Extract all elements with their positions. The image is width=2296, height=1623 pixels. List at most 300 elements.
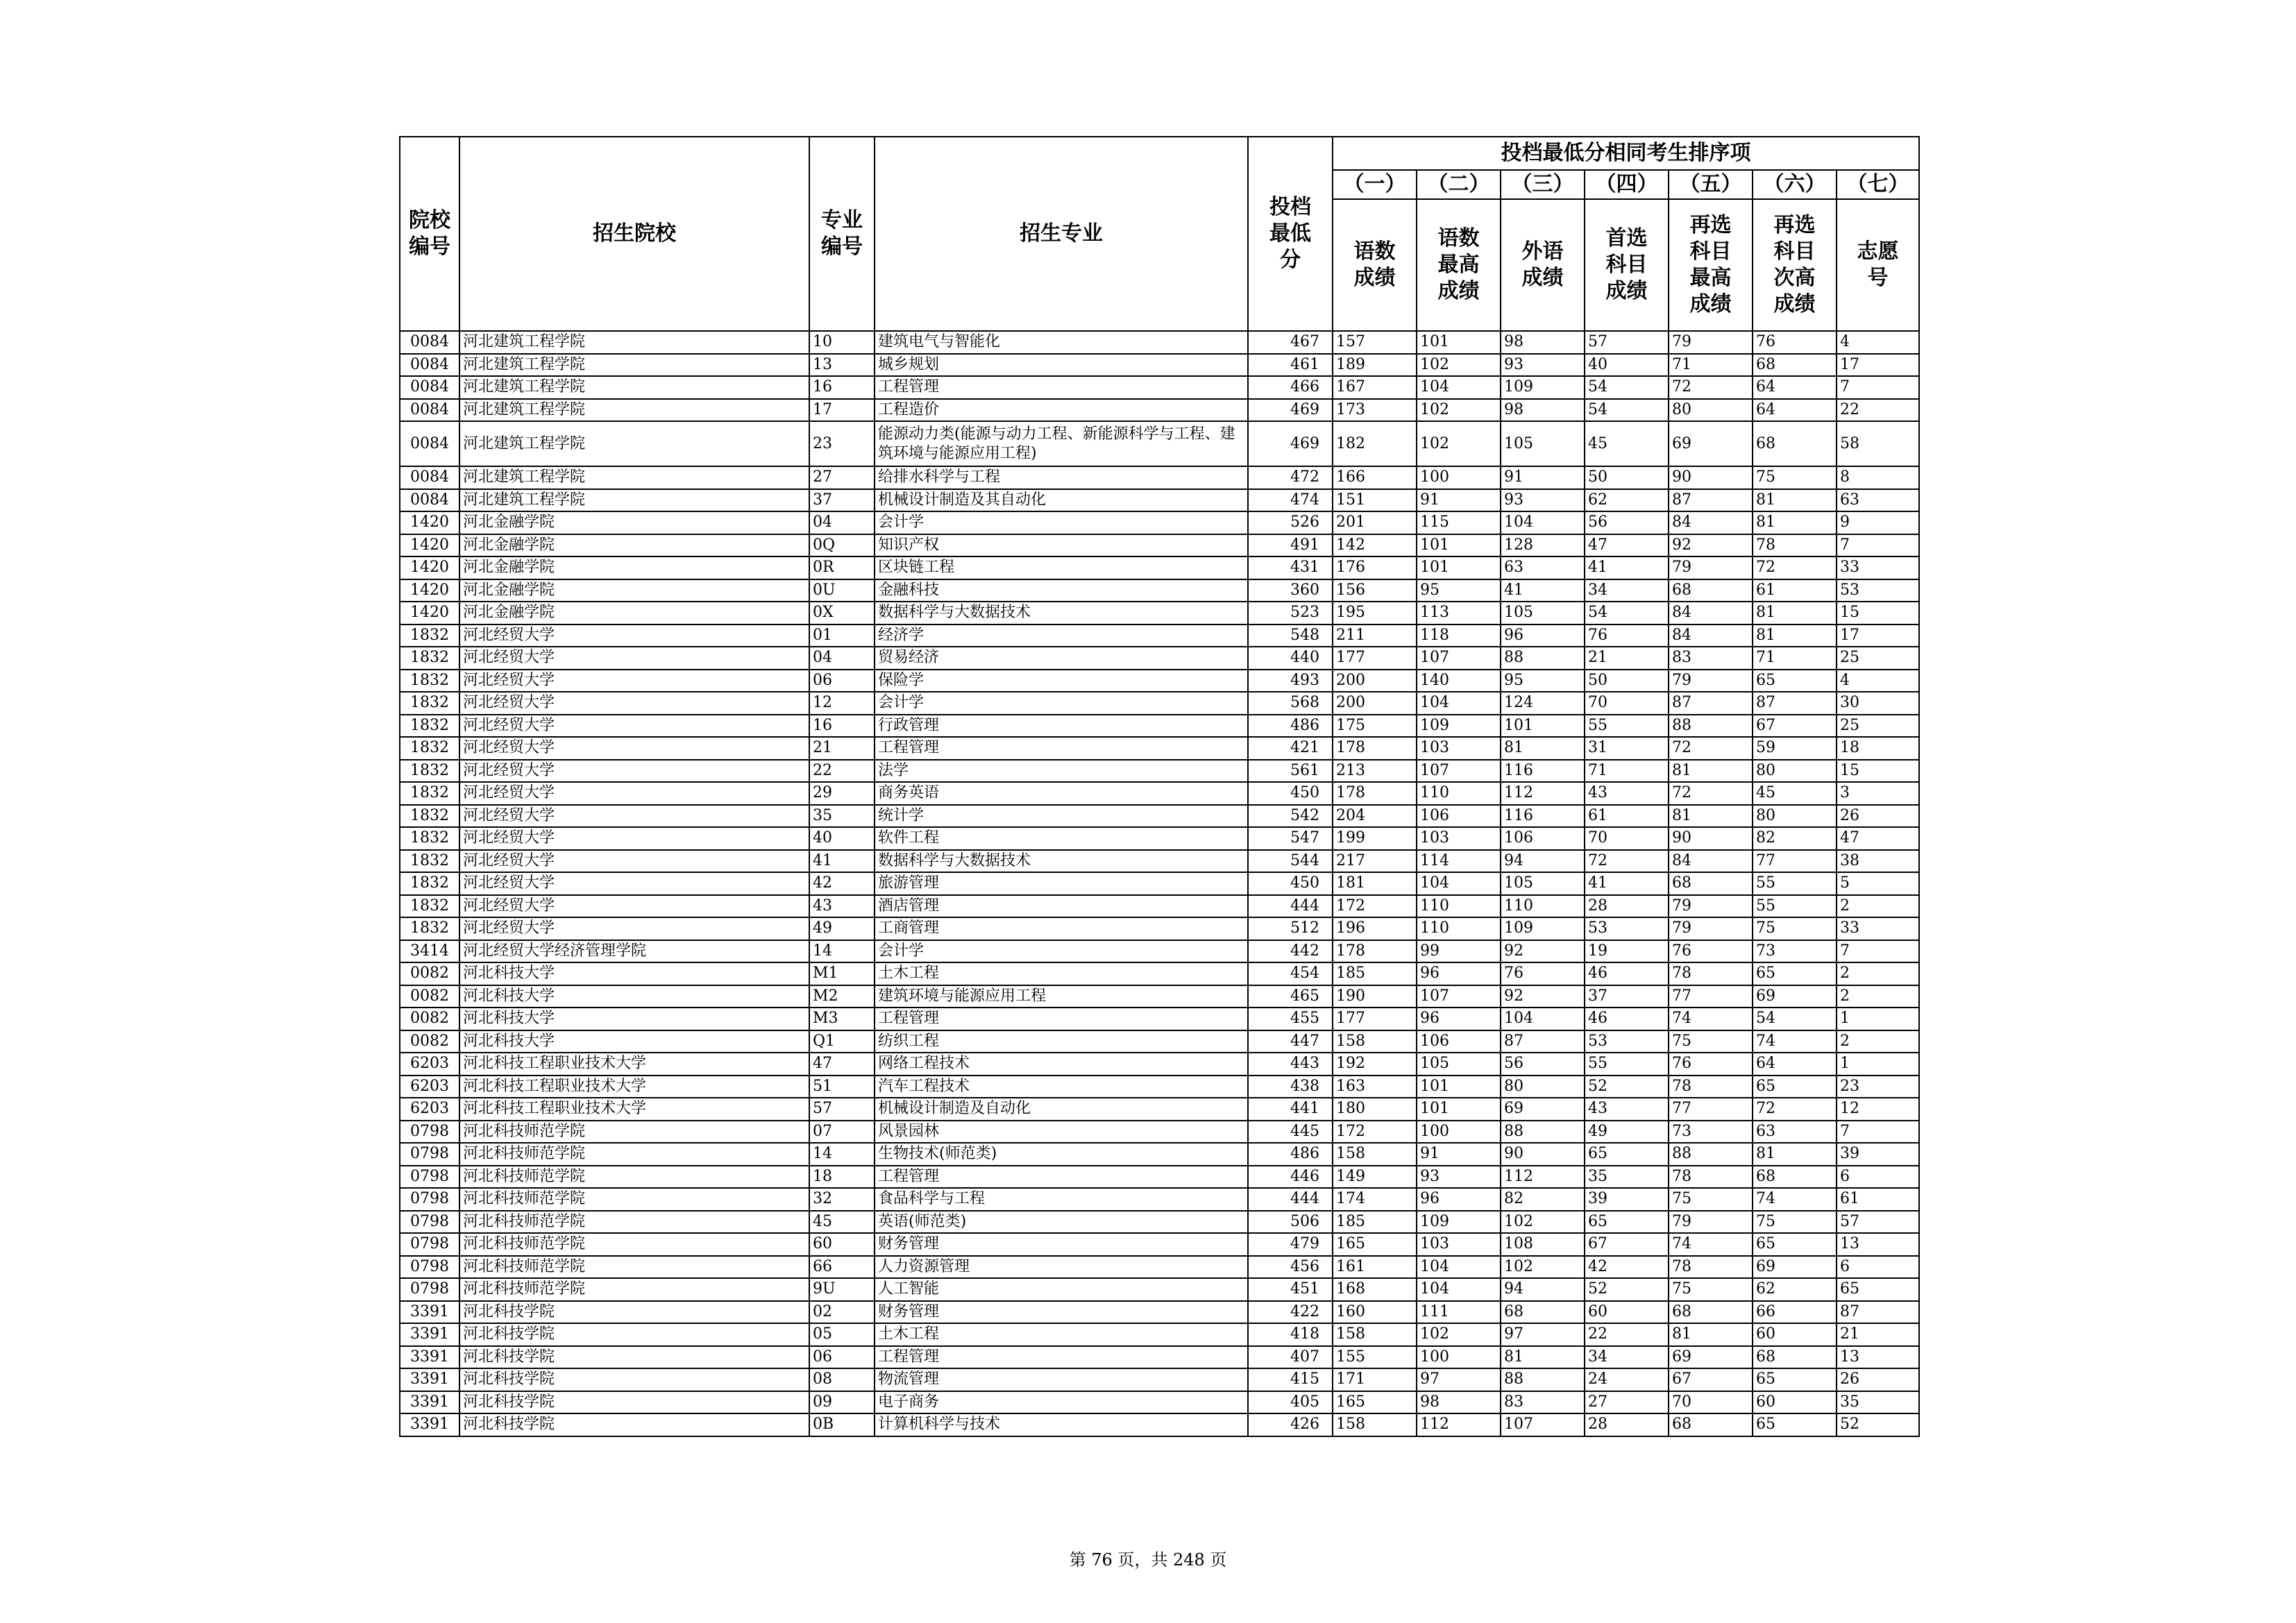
table-cell: 4 bbox=[1837, 331, 1919, 354]
table-cell: 0R bbox=[809, 556, 875, 579]
table-cell: 56 bbox=[1585, 511, 1669, 534]
table-row bbox=[400, 782, 1919, 805]
table-cell: 200 bbox=[1333, 670, 1417, 692]
table-cell: 102 bbox=[1417, 354, 1501, 377]
table-cell: 34 bbox=[1585, 579, 1669, 602]
table-cell: 199 bbox=[1333, 827, 1417, 850]
table-cell: 3414 bbox=[400, 940, 459, 963]
table-cell: 438 bbox=[1248, 1076, 1333, 1098]
table-cell: 63 bbox=[1753, 1121, 1837, 1144]
table-cell: 工程管理 bbox=[875, 1346, 1248, 1369]
table-cell: 177 bbox=[1333, 1008, 1417, 1030]
table-cell: 149 bbox=[1333, 1166, 1417, 1189]
table-cell: 53 bbox=[1837, 579, 1919, 602]
header-sort-label: 外语成绩 bbox=[1501, 199, 1585, 331]
table-cell: 479 bbox=[1248, 1233, 1333, 1256]
table-cell: 机械设计制造及其自动化 bbox=[875, 489, 1248, 512]
table-cell: 13 bbox=[809, 354, 875, 377]
table-cell: 189 bbox=[1333, 354, 1417, 377]
table-cell: 69 bbox=[1669, 1346, 1753, 1369]
table-cell: 102 bbox=[1501, 1211, 1585, 1234]
header-sort-label: 志愿号 bbox=[1837, 199, 1919, 331]
table-cell: 25 bbox=[1837, 715, 1919, 738]
table-cell: 77 bbox=[1669, 1098, 1753, 1121]
table-cell: 112 bbox=[1417, 1413, 1501, 1436]
table-cell: 105 bbox=[1501, 872, 1585, 895]
table-cell: 25 bbox=[1837, 647, 1919, 670]
table-cell: 98 bbox=[1501, 399, 1585, 422]
table-cell: 建筑电气与智能化 bbox=[875, 331, 1248, 354]
table-body bbox=[400, 331, 1919, 1436]
table-cell: 河北金融学院 bbox=[459, 579, 809, 602]
table-cell: 3391 bbox=[400, 1391, 459, 1414]
table-row bbox=[400, 511, 1919, 534]
table-cell: 0Q bbox=[809, 534, 875, 557]
table-cell: 81 bbox=[1753, 511, 1837, 534]
table-cell: 会计学 bbox=[875, 940, 1248, 963]
table-cell: 63 bbox=[1501, 556, 1585, 579]
header-sort-num: （六） bbox=[1753, 170, 1837, 199]
table-cell: 65 bbox=[1837, 1278, 1919, 1301]
table-cell: 工商管理 bbox=[875, 917, 1248, 940]
table-cell: 1832 bbox=[400, 827, 459, 850]
table-cell: 河北科技师范学院 bbox=[459, 1256, 809, 1279]
table-cell: 17 bbox=[1837, 624, 1919, 647]
table-row bbox=[400, 827, 1919, 850]
table-cell: 22 bbox=[1837, 399, 1919, 422]
table-cell: 461 bbox=[1248, 354, 1333, 377]
table-cell: 65 bbox=[1753, 670, 1837, 692]
table-cell: 食品科学与工程 bbox=[875, 1188, 1248, 1211]
table-cell: 1832 bbox=[400, 624, 459, 647]
table-cell: 81 bbox=[1753, 624, 1837, 647]
table-cell: 81 bbox=[1669, 805, 1753, 828]
table-cell: 1832 bbox=[400, 917, 459, 940]
table-cell: 442 bbox=[1248, 940, 1333, 963]
table-cell: 78 bbox=[1669, 1256, 1753, 1279]
table-cell: 407 bbox=[1248, 1346, 1333, 1369]
table-cell: 河北经贸大学经济管理学院 bbox=[459, 940, 809, 963]
table-cell: 0084 bbox=[400, 421, 459, 466]
table-cell: 73 bbox=[1753, 940, 1837, 963]
table-cell: 工程管理 bbox=[875, 1008, 1248, 1030]
table-cell: 80 bbox=[1753, 805, 1837, 828]
table-cell: 1420 bbox=[400, 534, 459, 557]
header-min-score: 投档最低分 bbox=[1248, 137, 1333, 331]
table-cell: 18 bbox=[1837, 737, 1919, 760]
table-row bbox=[400, 1076, 1919, 1098]
table-cell: 62 bbox=[1585, 489, 1669, 512]
table-cell: 185 bbox=[1333, 962, 1417, 985]
table-cell: 城乡规划 bbox=[875, 354, 1248, 377]
table-cell: 河北科技师范学院 bbox=[459, 1143, 809, 1166]
table-cell: 178 bbox=[1333, 940, 1417, 963]
table-cell: 河北经贸大学 bbox=[459, 805, 809, 828]
table-cell: 105 bbox=[1501, 602, 1585, 624]
table-cell: 50 bbox=[1585, 466, 1669, 489]
table-row bbox=[400, 760, 1919, 783]
table-cell: 112 bbox=[1501, 782, 1585, 805]
table-cell: 79 bbox=[1669, 1211, 1753, 1234]
table-cell: 70 bbox=[1585, 827, 1669, 850]
table-cell: 河北建筑工程学院 bbox=[459, 376, 809, 399]
table-cell: 111 bbox=[1417, 1301, 1501, 1324]
table-cell: 118 bbox=[1417, 624, 1501, 647]
table-cell: 2 bbox=[1837, 962, 1919, 985]
table-cell: 469 bbox=[1248, 399, 1333, 422]
table-cell: 93 bbox=[1501, 354, 1585, 377]
table-cell: 103 bbox=[1417, 827, 1501, 850]
table-cell: 0084 bbox=[400, 376, 459, 399]
table-cell: 人工智能 bbox=[875, 1278, 1248, 1301]
table-cell: 174 bbox=[1333, 1188, 1417, 1211]
table-cell: 知识产权 bbox=[875, 534, 1248, 557]
table-cell: 河北科技学院 bbox=[459, 1413, 809, 1436]
table-cell: 57 bbox=[1585, 331, 1669, 354]
table-cell: 数据科学与大数据技术 bbox=[875, 850, 1248, 873]
table-cell: 66 bbox=[809, 1256, 875, 1279]
table-cell: 河北科技工程职业技术大学 bbox=[459, 1076, 809, 1098]
table-cell: 474 bbox=[1248, 489, 1333, 512]
table-row bbox=[400, 962, 1919, 985]
table-cell: 81 bbox=[1669, 760, 1753, 783]
table-cell: 190 bbox=[1333, 985, 1417, 1008]
table-cell: 104 bbox=[1501, 1008, 1585, 1030]
table-cell: 110 bbox=[1417, 917, 1501, 940]
table-cell: 21 bbox=[809, 737, 875, 760]
table-cell: 30 bbox=[1837, 692, 1919, 715]
table-cell: 河北经贸大学 bbox=[459, 624, 809, 647]
table-cell: 工程管理 bbox=[875, 737, 1248, 760]
table-cell: 81 bbox=[1501, 1346, 1585, 1369]
table-cell: 158 bbox=[1333, 1323, 1417, 1346]
table-cell: 71 bbox=[1585, 760, 1669, 783]
table-cell: 73 bbox=[1669, 1121, 1753, 1144]
table-cell: 67 bbox=[1753, 715, 1837, 738]
table-cell: 172 bbox=[1333, 895, 1417, 918]
table-cell: 486 bbox=[1248, 1143, 1333, 1166]
table-row bbox=[400, 466, 1919, 489]
table-cell: 176 bbox=[1333, 556, 1417, 579]
table-cell: 河北建筑工程学院 bbox=[459, 399, 809, 422]
table-cell: 3391 bbox=[400, 1368, 459, 1391]
table-cell: 472 bbox=[1248, 466, 1333, 489]
table-cell: 07 bbox=[809, 1121, 875, 1144]
table-cell: 94 bbox=[1501, 850, 1585, 873]
table-cell: 河北科技工程职业技术大学 bbox=[459, 1098, 809, 1121]
table-cell: 45 bbox=[1585, 421, 1669, 466]
table-cell: 101 bbox=[1417, 1076, 1501, 1098]
table-cell: 158 bbox=[1333, 1413, 1417, 1436]
table-cell: 土木工程 bbox=[875, 1323, 1248, 1346]
table-cell: 155 bbox=[1333, 1346, 1417, 1369]
table-cell: 67 bbox=[1669, 1368, 1753, 1391]
table-cell: 185 bbox=[1333, 1211, 1417, 1234]
header-major: 招生专业 bbox=[875, 137, 1248, 331]
table-cell: 84 bbox=[1669, 602, 1753, 624]
table-cell: 河北科技学院 bbox=[459, 1323, 809, 1346]
table-cell: 456 bbox=[1248, 1256, 1333, 1279]
table-cell: 54 bbox=[1753, 1008, 1837, 1030]
table-cell: 109 bbox=[1417, 715, 1501, 738]
table-cell: 200 bbox=[1333, 692, 1417, 715]
table-cell: 4 bbox=[1837, 670, 1919, 692]
table-cell: 6203 bbox=[400, 1098, 459, 1121]
table-cell: 175 bbox=[1333, 715, 1417, 738]
table-cell: 河北经贸大学 bbox=[459, 782, 809, 805]
table-cell: 90 bbox=[1669, 827, 1753, 850]
table-cell: 72 bbox=[1669, 376, 1753, 399]
table-cell: 104 bbox=[1417, 872, 1501, 895]
table-cell: 93 bbox=[1501, 489, 1585, 512]
table-cell: 60 bbox=[1753, 1323, 1837, 1346]
table-row bbox=[400, 1166, 1919, 1189]
table-cell: 人力资源管理 bbox=[875, 1256, 1248, 1279]
table-cell: 49 bbox=[1585, 1121, 1669, 1144]
table-cell: 05 bbox=[809, 1323, 875, 1346]
table-cell: 107 bbox=[1417, 647, 1501, 670]
table-cell: 109 bbox=[1501, 917, 1585, 940]
table-cell: 0082 bbox=[400, 962, 459, 985]
table-cell: 41 bbox=[1585, 556, 1669, 579]
table-cell: 78 bbox=[1669, 1076, 1753, 1098]
table-cell: 491 bbox=[1248, 534, 1333, 557]
table-cell: 104 bbox=[1417, 1278, 1501, 1301]
table-cell: 24 bbox=[1585, 1368, 1669, 1391]
table-cell: 56 bbox=[1501, 1053, 1585, 1076]
table-cell: 69 bbox=[1753, 985, 1837, 1008]
table-cell: 35 bbox=[1585, 1166, 1669, 1189]
table-cell: 104 bbox=[1417, 1256, 1501, 1279]
table-cell: 72 bbox=[1585, 850, 1669, 873]
table-cell: 72 bbox=[1753, 556, 1837, 579]
table-cell: 68 bbox=[1753, 1166, 1837, 1189]
table-cell: 113 bbox=[1417, 602, 1501, 624]
table-cell: 0798 bbox=[400, 1143, 459, 1166]
table-cell: 17 bbox=[809, 399, 875, 422]
table-cell: 75 bbox=[1669, 1278, 1753, 1301]
table-row bbox=[400, 602, 1919, 624]
table-cell: 55 bbox=[1753, 872, 1837, 895]
table-row bbox=[400, 1368, 1919, 1391]
table-cell: 68 bbox=[1669, 1413, 1753, 1436]
table-cell: 76 bbox=[1501, 962, 1585, 985]
table-cell: 2 bbox=[1837, 1030, 1919, 1053]
table-cell: 161 bbox=[1333, 1256, 1417, 1279]
table-cell: 440 bbox=[1248, 647, 1333, 670]
table-cell: 446 bbox=[1248, 1166, 1333, 1189]
table-row bbox=[400, 715, 1919, 738]
table-cell: 河北科技学院 bbox=[459, 1301, 809, 1324]
table-cell: 74 bbox=[1669, 1008, 1753, 1030]
table-cell: 0082 bbox=[400, 1030, 459, 1053]
table-cell: 110 bbox=[1417, 782, 1501, 805]
table-cell: 河北科技大学 bbox=[459, 962, 809, 985]
table-cell: 河北金融学院 bbox=[459, 534, 809, 557]
table-cell: 467 bbox=[1248, 331, 1333, 354]
table-cell: 65 bbox=[1753, 962, 1837, 985]
table-cell: 107 bbox=[1417, 760, 1501, 783]
table-cell: 75 bbox=[1669, 1030, 1753, 1053]
table-cell: 82 bbox=[1501, 1188, 1585, 1211]
table-cell: 61 bbox=[1837, 1188, 1919, 1211]
table-cell: 455 bbox=[1248, 1008, 1333, 1030]
table-row bbox=[400, 872, 1919, 895]
table-cell: 97 bbox=[1501, 1323, 1585, 1346]
table-row bbox=[400, 895, 1919, 918]
table-cell: 166 bbox=[1333, 466, 1417, 489]
table-cell: 风景园林 bbox=[875, 1121, 1248, 1144]
table-cell: 173 bbox=[1333, 399, 1417, 422]
table-cell: 酒店管理 bbox=[875, 895, 1248, 918]
table-row bbox=[400, 489, 1919, 512]
table-cell: 109 bbox=[1501, 376, 1585, 399]
table-cell: 70 bbox=[1585, 692, 1669, 715]
table-cell: 河北科技师范学院 bbox=[459, 1211, 809, 1234]
table-cell: 180 bbox=[1333, 1098, 1417, 1121]
table-cell: 91 bbox=[1501, 466, 1585, 489]
table-cell: 0798 bbox=[400, 1256, 459, 1279]
table-cell: 汽车工程技术 bbox=[875, 1076, 1248, 1098]
table-cell: 542 bbox=[1248, 805, 1333, 828]
table-cell: 110 bbox=[1501, 895, 1585, 918]
table-cell: 61 bbox=[1753, 579, 1837, 602]
table-cell: 1832 bbox=[400, 895, 459, 918]
table-cell: 421 bbox=[1248, 737, 1333, 760]
table-cell: 1832 bbox=[400, 805, 459, 828]
table-cell: 466 bbox=[1248, 376, 1333, 399]
table-cell: 河北科技学院 bbox=[459, 1346, 809, 1369]
table-cell: 1 bbox=[1837, 1008, 1919, 1030]
table-cell: 06 bbox=[809, 1346, 875, 1369]
table-cell: 151 bbox=[1333, 489, 1417, 512]
table-cell: 1832 bbox=[400, 715, 459, 738]
table-cell: 27 bbox=[809, 466, 875, 489]
table-cell: 河北建筑工程学院 bbox=[459, 354, 809, 377]
table-cell: 105 bbox=[1501, 421, 1585, 466]
table-cell: 102 bbox=[1501, 1256, 1585, 1279]
table-cell: 65 bbox=[1585, 1143, 1669, 1166]
table-cell: 28 bbox=[1585, 1413, 1669, 1436]
table-cell: M3 bbox=[809, 1008, 875, 1030]
table-cell: 37 bbox=[1585, 985, 1669, 1008]
table-cell: 35 bbox=[809, 805, 875, 828]
table-cell: 河北经贸大学 bbox=[459, 737, 809, 760]
table-cell: 10 bbox=[809, 331, 875, 354]
table-cell: 92 bbox=[1501, 940, 1585, 963]
table-cell: 116 bbox=[1501, 805, 1585, 828]
table-cell: 41 bbox=[809, 850, 875, 873]
table-cell: 87 bbox=[1837, 1301, 1919, 1324]
table-cell: 444 bbox=[1248, 895, 1333, 918]
table-row bbox=[400, 1053, 1919, 1076]
table-cell: 河北经贸大学 bbox=[459, 692, 809, 715]
table-cell: 65 bbox=[1753, 1076, 1837, 1098]
table-cell: 河北科技师范学院 bbox=[459, 1121, 809, 1144]
table-cell: 98 bbox=[1417, 1391, 1501, 1414]
table-cell: 82 bbox=[1753, 827, 1837, 850]
table-cell: 112 bbox=[1501, 1166, 1585, 1189]
table-cell: 0084 bbox=[400, 489, 459, 512]
header-sort-num: （四） bbox=[1585, 170, 1669, 199]
table-cell: 100 bbox=[1417, 1121, 1501, 1144]
table-cell: 04 bbox=[809, 647, 875, 670]
table-cell: 447 bbox=[1248, 1030, 1333, 1053]
table-cell: 445 bbox=[1248, 1121, 1333, 1144]
table-cell: 76 bbox=[1585, 624, 1669, 647]
table-cell: 102 bbox=[1417, 1323, 1501, 1346]
table-cell: 74 bbox=[1753, 1030, 1837, 1053]
table-cell: 42 bbox=[1585, 1256, 1669, 1279]
table-cell: 167 bbox=[1333, 376, 1417, 399]
table-cell: 物流管理 bbox=[875, 1368, 1248, 1391]
table-cell: 77 bbox=[1753, 850, 1837, 873]
table-cell: 64 bbox=[1753, 1053, 1837, 1076]
table-cell: 40 bbox=[809, 827, 875, 850]
table-cell: 14 bbox=[809, 940, 875, 963]
table-cell: 0798 bbox=[400, 1211, 459, 1234]
table-row bbox=[400, 376, 1919, 399]
table-cell: 15 bbox=[1837, 760, 1919, 783]
table-cell: 5 bbox=[1837, 872, 1919, 895]
table-cell: 河北科技师范学院 bbox=[459, 1166, 809, 1189]
table-cell: 53 bbox=[1585, 917, 1669, 940]
table-cell: 68 bbox=[1501, 1301, 1585, 1324]
table-cell: 81 bbox=[1753, 602, 1837, 624]
table-cell: 河北科技师范学院 bbox=[459, 1233, 809, 1256]
table-cell: 87 bbox=[1669, 489, 1753, 512]
table-cell: 0082 bbox=[400, 985, 459, 1008]
table-cell: 39 bbox=[1837, 1143, 1919, 1166]
table-cell: 107 bbox=[1417, 985, 1501, 1008]
table-cell: 110 bbox=[1417, 895, 1501, 918]
table-cell: 107 bbox=[1501, 1413, 1585, 1436]
table-row bbox=[400, 1233, 1919, 1256]
table-cell: 6 bbox=[1837, 1256, 1919, 1279]
table-row bbox=[400, 1413, 1919, 1436]
table-cell: 78 bbox=[1669, 1166, 1753, 1189]
table-cell: 443 bbox=[1248, 1053, 1333, 1076]
table-cell: 84 bbox=[1669, 624, 1753, 647]
table-cell: 河北建筑工程学院 bbox=[459, 489, 809, 512]
table-cell: 能源动力类(能源与动力工程、新能源科学与工程、建筑环境与能源应用工程) bbox=[875, 421, 1248, 466]
table-cell: 72 bbox=[1669, 737, 1753, 760]
table-cell: 165 bbox=[1333, 1391, 1417, 1414]
table-row bbox=[400, 354, 1919, 377]
table-cell: 29 bbox=[809, 782, 875, 805]
table-cell: 33 bbox=[1837, 917, 1919, 940]
table-cell: 1832 bbox=[400, 647, 459, 670]
table-cell: 1832 bbox=[400, 692, 459, 715]
table-row bbox=[400, 331, 1919, 354]
table-cell: 60 bbox=[809, 1233, 875, 1256]
header-sort-label: 首选科目成绩 bbox=[1585, 199, 1669, 331]
table-cell: 548 bbox=[1248, 624, 1333, 647]
header-sort-num: （一） bbox=[1333, 170, 1417, 199]
table-cell: 91 bbox=[1417, 489, 1501, 512]
table-cell: 河北经贸大学 bbox=[459, 917, 809, 940]
table-cell: 财务管理 bbox=[875, 1301, 1248, 1324]
table-cell: 3391 bbox=[400, 1413, 459, 1436]
table-cell: 河北建筑工程学院 bbox=[459, 421, 809, 466]
table-cell: 465 bbox=[1248, 985, 1333, 1008]
table-cell: 12 bbox=[809, 692, 875, 715]
table-cell: 451 bbox=[1248, 1278, 1333, 1301]
table-row bbox=[400, 1143, 1919, 1166]
table-cell: 55 bbox=[1585, 1053, 1669, 1076]
table-cell: 163 bbox=[1333, 1076, 1417, 1098]
table-cell: 454 bbox=[1248, 962, 1333, 985]
